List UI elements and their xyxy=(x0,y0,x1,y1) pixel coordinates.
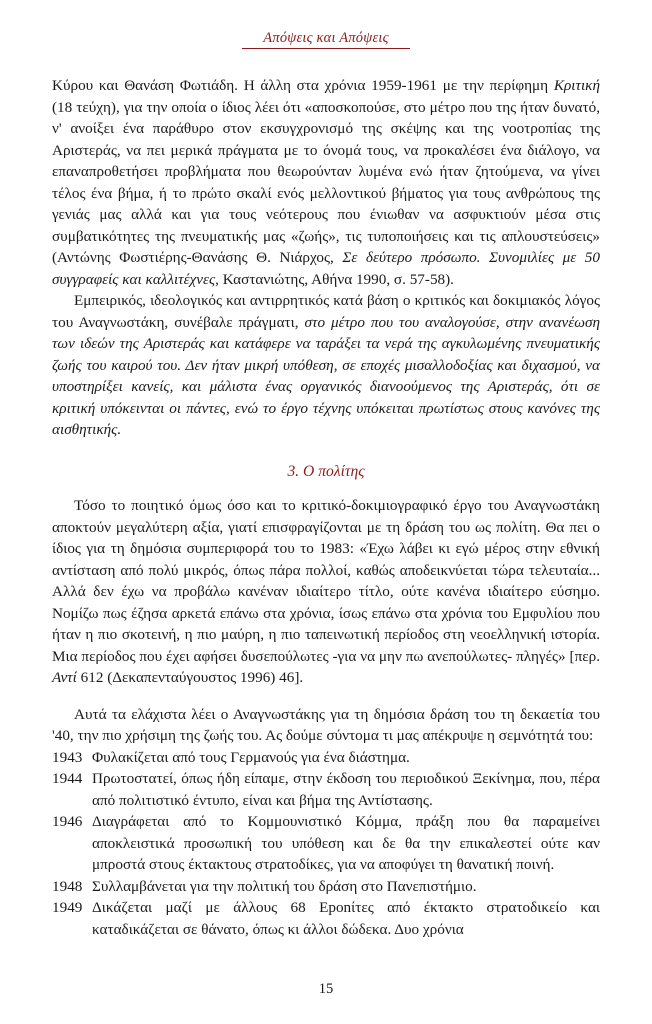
section-heading: 3. Ο πολίτης xyxy=(287,462,365,480)
timeline-entry-text: Πρωτοστατεί, όπως ήδη είπαμε, στην έκδοση του περιοδικού Ξεκίνημα, που, πέρα από πολιτιστικό έντυπο, είναι και βήμα της Αντίστασης. xyxy=(92,770,600,809)
running-head-rule xyxy=(242,48,410,49)
timeline-entry-text: Δικάζεται μαζί με άλλους 68 Εponίτες από έκτακτο στρατοδικείο και καταδικάζεται σε θάνατο, όπως κι άλλοι δώδεκα. Δυο χρόνια xyxy=(92,899,600,938)
timeline-list xyxy=(52,747,600,941)
page-number: 15 xyxy=(318,981,334,997)
paragraph-public-action: Αυτά τα ελάχιστα λέει ο Αναγνωστάκης για τη δημόσια δράση του τη δεκαετία του '40, την πιο χρήσιμη της ζωής του. Ας δούμε σύντομα τι μας απέκρυψε η σεμνότητά του: xyxy=(52,705,600,744)
timeline-row xyxy=(52,768,600,811)
timeline-row xyxy=(52,811,600,876)
page-body xyxy=(52,75,600,940)
timeline-entry-text: Διαγράφεται από το Κομμουνιστικό Κόμμα, πράξη που θα παραμείνει αποκλειστικά προσωπική του υπόθεση και δε θα την επικαλεστεί ούτε καν μπροστά στους έκτακτους στρατοδίκες, για να αποφύγει τη θανατική ποινή. xyxy=(92,813,600,873)
paragraph-continued: Κύρου και Θανάση Φωτιάδη. Η άλλη στα χρόνια 1959-1961 με την περίφημη Κριτική (18 τεύχη), για την οποία ο ίδιος λέει ότι «αποσκοπούσε, στο μέτρο που της ήταν δυνατό, ν' ανοίξει ένα παράθυρο στον εκσυγχρονισμό της σκέψης και της νοοτροπίας της Αριστεράς, να πει μερικά πράγματα με το όνομά τους, να προκαλέσει ένα διάλογο, να επαναπροθετήσει προβλήματα που θεωρούνταν λυμένα ενώ ήταν ζητούμενα, να γίνει τέλος ένα βήμα, ή το πρώτο σκαλί ενός μελλοντικού βήματος για τους ανθρώπους της γενιάς μας αλλά και για τους νεότερους που ένιωθαν να ασφυκτιούν μέσα στις συμβατικότητες της πνευματικής μας «ζωής», τις τυποποιήσεις και τις απλουστεύσεις» (Αντώνης Φωστιέρης-Θανάσης Θ. Νιάρχος, Σε δεύτερο πρόσωπο. Συνομιλίες με 50 συγγραφείς και καλλιτέχνες, Καστανιώτης, Αθήνα 1990, σ. 57-58). xyxy=(52,77,600,288)
running-head-text: Απόψεις και Απόψεις xyxy=(263,30,389,46)
paragraph-critical-discourse: Εμπειρικός, ιδεολογικός και αντιρρητικός κατά βάση ο κριτικός και δοκιμιακός λόγος του Αναγνωστάκη, συνέβαλε πράγματι, στο μέτρο που του αναλογούσε, στην ανανέωση των ιδεών της Αριστεράς και κατάφερε να ταράξει τα νερά της αγκυλωμένης πνευματικής ζωής του καιρού του. Δεν ήταν μικρή υπόθεση, σε εποχές μισαλλοδοξίας και διχασμού, να υποστηρίξει κανείς, και μάλιστα ένας οργανικός διανοούμενος της Αριστεράς, ότι σε κριτική υπόκεινται οι πάντες, ενώ το έργο τέχνης υπόκειται πρωτίστως στους κανόνες της αισθητικής. xyxy=(52,292,600,438)
timeline-row xyxy=(52,876,600,898)
running-head xyxy=(52,30,600,49)
timeline-year: 1948 xyxy=(52,877,83,895)
timeline-row xyxy=(52,897,600,940)
timeline-year: 1943 xyxy=(52,748,83,766)
timeline-entry-text: Συλλαμβάνεται για την πολιτική του δράση στο Πανεπιστήμιο. xyxy=(92,877,477,895)
timeline-year: 1949 xyxy=(52,899,83,916)
paragraph-citizen-intro: Τόσο το ποιητικό όμως όσο και το κριτικό-δοκιμιογραφικό έργο του Αναγνωστάκη αποκτούν μεγαλύτερη αξία, γιατί επισφραγίζονται με τη δράση του ως πολίτη. Θα πει ο ίδιος για τη δημόσια συμπεριφορά του το 1983: «Έχω λάβει κι εγώ μέρος στην εθνική αντίσταση από πολύ μικρός, όπως πάρα πολλοί, καθώς αποδεικνύεται τώρα τελευταία... Αλλά δεν έχω να προβάλω κανέναν ιδιαίτερο τίτλο, ούτε κανένα ιδιαίτερο εύσημο. Νομίζω πως έζησα αρκετά επάνω στα χρόνια, ίσως επάνω στα χρόνια του Εμφυλίου που ήταν η πιο σκοτεινή, η πιο μαύρη, η πιο ταπεινωτική περίοδος στη νεοελληνική ιστορία. Μια περίοδος που έχει αφήσει δυσεπούλωτες -για να μην πω ανεπούλωτες- πληγές» [περ. Αντί 612 (Δεκαπενταύγουστος 1996) 46]. xyxy=(52,497,600,686)
paragraph-spacer xyxy=(52,689,600,704)
timeline-year: 1944 xyxy=(52,770,83,787)
timeline-entry-text: Φυλακίζεται από τους Γερμανούς για ένα διάστημα. xyxy=(92,748,410,766)
timeline-year: 1946 xyxy=(52,813,83,830)
timeline-row xyxy=(52,747,600,769)
